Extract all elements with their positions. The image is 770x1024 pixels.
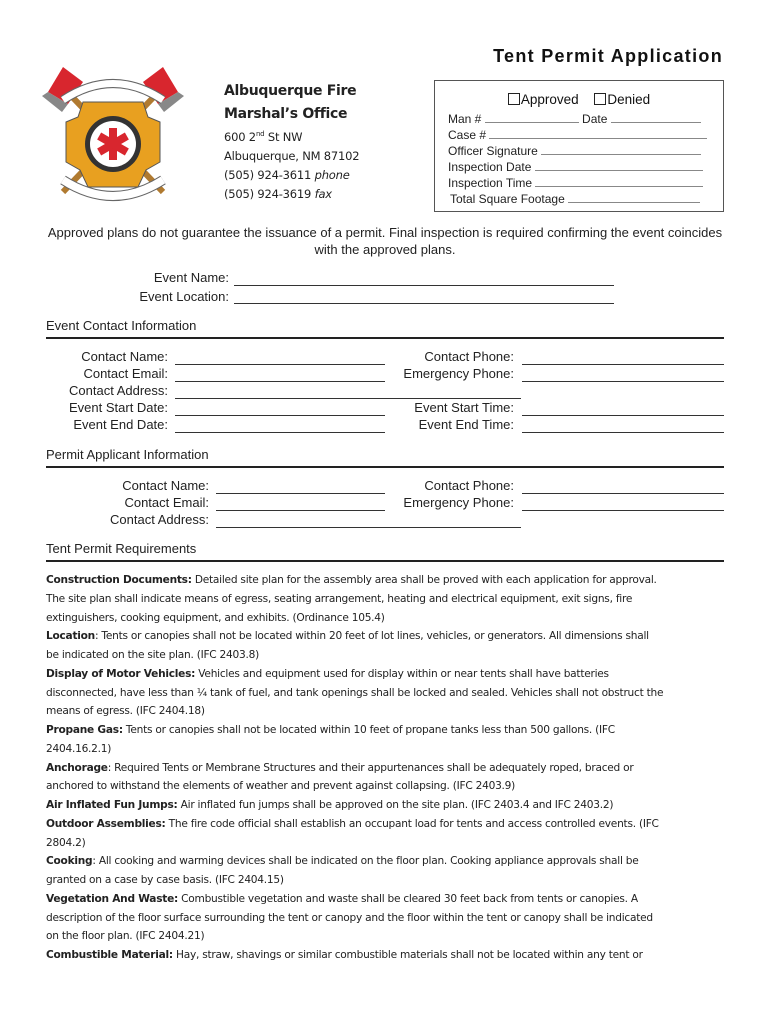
requirement-line [46,721,736,740]
event-contact-name-label: Contact Name: [81,349,168,364]
event-name-label: Event Name: [153,270,229,285]
approved-label: Approved [520,92,579,107]
event-contact-phone-label: Contact Phone: [424,349,514,364]
requirement-label: Cooking [46,855,93,868]
event-contact-heading: Event Contact Information [46,318,197,333]
requirement-line [46,946,736,965]
event-contact-phone-field[interactable] [522,364,724,365]
requirement-text: anchored to withstand the elements of weather and prevent against collapsing. (IFC 2403.9) [46,780,516,793]
office-use-box [434,80,724,212]
applicant-contact-phone-label: Contact Phone: [424,478,514,493]
date-label: Date [582,112,608,126]
divider [46,466,724,468]
event-name-field[interactable] [234,285,614,286]
requirement-label: Location [46,630,95,643]
requirement-line [46,909,736,928]
requirement-line [46,834,736,853]
phone-number: (505) 924-3611 [224,167,315,182]
denied-label: Denied [607,92,651,107]
requirement-line [46,777,736,796]
applicant-contact-email-label: Contact Email: [124,495,209,510]
page-title: Tent Permit Application [493,46,723,66]
phone [224,166,359,185]
approval-status [435,92,723,107]
requirement-line [46,609,736,628]
event-start-time-label: Event Start Time: [414,400,514,415]
requirement-text: The fire code official shall establish an occupant load for tents and access controlled events. (IFC [165,817,659,830]
event-emergency-phone-label: Emergency Phone: [403,366,514,381]
requirement-line [46,852,736,871]
applicant-contact-address-field[interactable] [216,527,521,528]
man-label: Man # [448,112,482,126]
denied-checkbox[interactable] [594,93,606,105]
fax [224,185,359,204]
case-label: Case # [448,128,487,142]
event-contact-name-field[interactable] [175,364,385,365]
requirements-heading: Tent Permit Requirements [46,541,197,556]
requirement-line [46,571,736,590]
requirement-line [46,871,736,890]
requirement-text: : Required Tents or Membrane Structures and their appurtenances shall be adequately roped, braced or [107,761,634,774]
street-name: St NW [264,129,303,144]
requirement-line [46,890,736,909]
requirements-list [46,571,736,965]
requirement-label: Vegetation And Waste: [46,892,178,905]
requirement-line [46,796,736,815]
officer-signature-field[interactable] [541,145,701,155]
requirement-line [46,927,736,946]
requirement-line [46,702,736,721]
event-start-time-field[interactable] [522,415,724,416]
org-name-line1: Albuquerque Fire [224,83,357,99]
officer-signature-label: Officer Signature [448,144,538,158]
applicant-contact-address-label: Contact Address: [110,512,209,527]
requirement-label: Combustible Material: [46,949,173,961]
requirement-line [46,815,736,834]
requirement-label: Propane Gas: [46,724,123,736]
requirement-line [46,759,736,778]
event-start-date-label: Event Start Date: [69,400,168,415]
applicant-contact-phone-field[interactable] [522,493,724,494]
fire-rescue-logo [38,62,188,204]
event-contact-address-label: Contact Address: [69,383,168,398]
requirement-text: Hay, straw, shavings or similar combustible materials shall not be located within any tent or [172,949,643,961]
inspection-date-label: Inspection Date [448,160,532,174]
event-emergency-phone-field[interactable] [522,381,724,382]
event-start-date-field[interactable] [175,415,385,416]
requirement-text: description of the floor surface surrounding the tent or canopy and the floor within the tent or canopy shall be indicated [46,911,653,924]
requirement-text: granted on a case by case basis. (IFC 2404.15) [46,874,284,886]
org-name-line2: Marshal’s Office [224,106,348,122]
applicant-emergency-phone-label: Emergency Phone: [403,495,514,510]
requirement-line [46,627,736,646]
event-contact-email-label: Contact Email: [83,366,168,381]
requirement-label: Construction Documents: [46,574,192,586]
city: Albuquerque, NM 87102 [224,148,360,163]
event-end-date-label: Event End Date: [73,417,168,432]
requirement-text: : All cooking and warming devices shall be indicated on the floor plan. Cooking appliance approvals shall be [92,855,639,868]
requirement-text: 2804.2) [46,836,86,849]
requirement-text: The site plan shall indicate means of egress, seating arrangement, heating and electrical equipment, exit signs, fire [46,592,633,605]
approved-checkbox[interactable] [508,93,520,105]
requirement-text: Air inflated fun jumps shall be approved on the site plan. (IFC 2403.4 and IFC 2403.2) [177,799,614,811]
total-square-footage-label: Total Square Footage [450,192,565,206]
organization-name [224,80,356,126]
requirement-label: Outdoor Assemblies: [46,817,166,830]
date-field[interactable] [611,113,701,123]
requirement-text: 2404.16.2.1) [46,742,112,755]
requirement-label: Air Inflated Fun Jumps: [46,799,178,811]
total-square-footage-field[interactable] [568,193,700,203]
inspection-date-field[interactable] [535,161,703,171]
requirement-text: Combustible vegetation and waste shall be cleared 30 feet back from tents or canopies. A [178,892,638,905]
requirement-text: be indicated on the site plan. (IFC 2403.8) [46,649,260,661]
requirement-text: : Tents or canopies shall not be located within 20 feet of lot lines, vehicles, or generators. All dimensions shall [94,630,649,643]
applicant-contact-email-field[interactable] [216,510,385,511]
requirement-label: Anchorage [46,761,108,774]
case-field[interactable] [489,129,707,139]
street-number: 600 2 [224,129,256,144]
event-location-label: Event Location: [139,289,229,304]
applicant-contact-name-field[interactable] [216,493,385,494]
street-suffix: nd [255,130,265,138]
street [224,125,359,147]
applicant-emergency-phone-field[interactable] [522,510,724,511]
fax-label: fax [314,186,332,201]
requirement-text: on the floor plan. (IFC 2404.21) [46,930,205,943]
inspection-time-field[interactable] [535,177,703,187]
event-end-time-field[interactable] [522,432,724,433]
applicant-heading: Permit Applicant Information [46,447,209,462]
requirement-text: Vehicles and equipment used for display within or near tents shall have batteries [195,667,609,680]
event-end-date-field[interactable] [175,432,385,433]
applicant-contact-name-label: Contact Name: [122,478,209,493]
requirement-line [46,684,736,703]
inspection-time-label: Inspection Time [448,176,533,190]
notice-text: Approved plans do not guarantee the issuance of a permit. Final inspection is required confirming the event coincides with the approved plans. [47,225,723,257]
requirement-label: Display of Motor Vehicles: [46,667,196,680]
event-contact-email-field[interactable] [175,381,385,382]
phone-label: phone [314,167,350,182]
requirement-line [46,665,736,684]
requirement-line [46,740,736,759]
requirement-text: disconnected, have less than ¼ tank of fuel, and tank openings shall be locked and sealed. Vehicles shall not obstruct the [46,686,664,699]
requirement-line [46,646,736,665]
event-end-time-label: Event End Time: [418,417,514,432]
requirement-text: Detailed site plan for the assembly area shall be proved with each application for approval. [191,574,657,586]
requirement-text: means of egress. (IFC 2404.18) [46,705,205,718]
requirement-line [46,590,736,609]
divider [46,337,724,339]
divider [46,560,724,562]
man-field[interactable] [485,113,579,123]
organization-address [224,125,359,204]
event-location-field[interactable] [234,303,614,304]
requirement-text: Tents or canopies shall not be located within 10 feet of propane tanks less than 500 gallons. (IFC [122,724,615,736]
requirement-text: extinguishers, cooking equipment, and exhibits. (Ordinance 105.4) [46,611,385,624]
fax-number: (505) 924-3619 [224,186,315,201]
event-contact-address-field[interactable] [175,398,521,399]
